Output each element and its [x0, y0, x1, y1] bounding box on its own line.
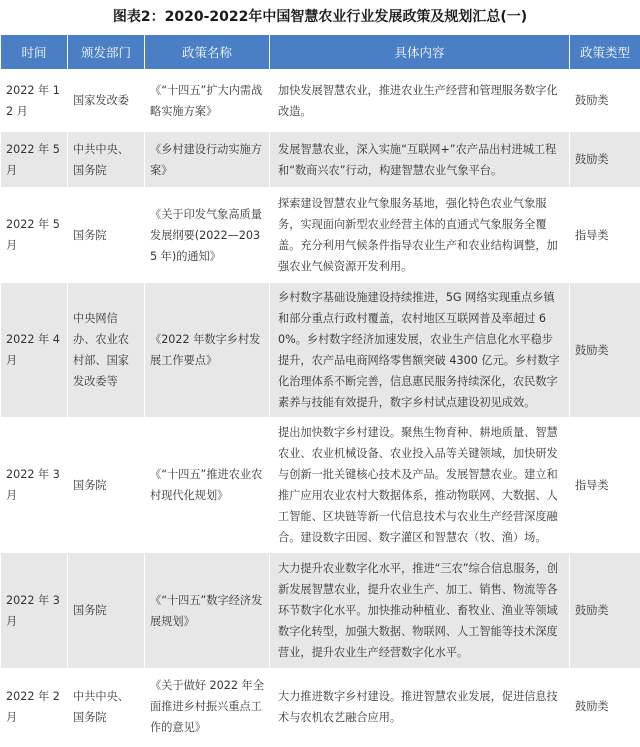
table-row — [1, 283, 640, 418]
cell-time: 2022 年 3 月 — [1, 418, 68, 553]
cell-time: 2022 年 2 月 — [1, 669, 68, 745]
cell-time: 2022 年 4 月 — [1, 283, 68, 418]
cell-policy-type: 鼓励类 — [570, 132, 640, 188]
header-policy-type: 政策类型 — [570, 35, 640, 70]
cell-time: 2022 年 12 月 — [1, 70, 68, 132]
cell-content: 发展智慧农业，深入实施“互联网+”农产品出村进城工程和“数商兴农”行动，构建智慧农业气象平台。 — [270, 132, 570, 188]
cell-content: 大力推进数字乡村建设。推进智慧农业发展，促进信息技术与农机农艺融合应用。 — [270, 669, 570, 745]
cell-content: 乡村数字基础设施建设持续推进，5G 网络实现重点乡镇和部分重点行政村覆盖，农村地区互联网普及率超过 60%。乡村数字经济加速发展，农业生产信息化水平稳步提升，农产品电商网络零售额突破 4300 亿元。乡村数字化治理体系不断完善，信息惠民服务持续深化，农民数字素养与技能有效提升，数字乡村试点建设初见成效。 — [270, 283, 570, 418]
cell-department: 中共中央、国务院 — [68, 132, 145, 188]
table-row — [1, 553, 640, 669]
table-row — [1, 132, 640, 188]
table-row — [1, 669, 640, 745]
cell-policy-type: 鼓励类 — [570, 669, 640, 745]
header-time: 时间 — [1, 35, 68, 70]
policy-table — [0, 34, 640, 745]
cell-policy-name: 《2022 年数字乡村发展工作要点》 — [145, 283, 270, 418]
cell-policy-type: 指导类 — [570, 188, 640, 283]
cell-policy-name: 《“十四五”数字经济发展规划》 — [145, 553, 270, 669]
cell-policy-type: 鼓励类 — [570, 70, 640, 132]
cell-policy-type: 鼓励类 — [570, 283, 640, 418]
chart-title: 图表2：2020-2022年中国智慧农业行业发展政策及规划汇总(一) — [112, 9, 528, 25]
cell-policy-name: 《“十四五”扩大内需战略实施方案》 — [145, 70, 270, 132]
cell-department: 国务院 — [68, 553, 145, 669]
cell-policy-name: 《“十四五”推进农业农村现代化规划》 — [145, 418, 270, 553]
header-department: 颁发部门 — [68, 35, 145, 70]
cell-policy-name: 《关于做好 2022 年全面推进乡村振兴重点工作的意见》 — [145, 669, 270, 745]
cell-content: 加快发展智慧农业，推进农业生产经营和管理服务数字化改造。 — [270, 70, 570, 132]
cell-content: 探索建设智慧农业气象服务基地，强化特色农业气象服务，实现面向新型农业经营主体的直通式气象服务全覆盖。充分利用气候条件指导农业生产和农业结构调整，加强农业气候资源开发利用。 — [270, 188, 570, 283]
cell-content: 大力提升农业数字化水平，推进“三农”综合信息服务，创新发展智慧农业，提升农业生产、加工、销售、物流等各环节数字化水平。加快推动种植业、畜牧业、渔业等领域数字化转型，加强大数据、物联网、人工智能等技术深度营业，提升农业生产经营数字化水平。 — [270, 553, 570, 669]
table-row — [1, 70, 640, 132]
header-policy-name: 政策名称 — [145, 35, 270, 70]
cell-content: 提出加快数字乡村建设。聚焦生物育种、耕地质量、智慧农业、农业机械设备、农业投入品等关键领域，加快研发与创新一批关键核心技术及产品。发展智慧农业。建立和推广应用农业农村大数据体系，推动物联网、大数据、人工智能、区块链等新一代信息技术与农业生产经营深度融合。建设数字田园、数字灌区和智慧农（牧、渔）场。 — [270, 418, 570, 553]
cell-department: 国务院 — [68, 418, 145, 553]
cell-department: 国务院 — [68, 188, 145, 283]
cell-time: 2022 年 5 月 — [1, 188, 68, 283]
cell-policy-type: 鼓励类 — [570, 553, 640, 669]
cell-time: 2022 年 5 月 — [1, 132, 68, 188]
cell-department: 国家发改委 — [68, 70, 145, 132]
cell-department: 中央网信办、农业农村部、国家发改委等 — [68, 283, 145, 418]
cell-department: 中共中央、国务院 — [68, 669, 145, 745]
cell-policy-type: 指导类 — [570, 418, 640, 553]
cell-time: 2022 年 3 月 — [1, 553, 68, 669]
table-row — [1, 188, 640, 283]
cell-policy-name: 《关于印发气象高质量发展纲要(2022—2035 年)的通知》 — [145, 188, 270, 283]
cell-policy-name: 《乡村建设行动实施方案》 — [145, 132, 270, 188]
header-content: 具体内容 — [270, 35, 570, 70]
table-row — [1, 418, 640, 553]
table-header-row — [1, 35, 640, 70]
